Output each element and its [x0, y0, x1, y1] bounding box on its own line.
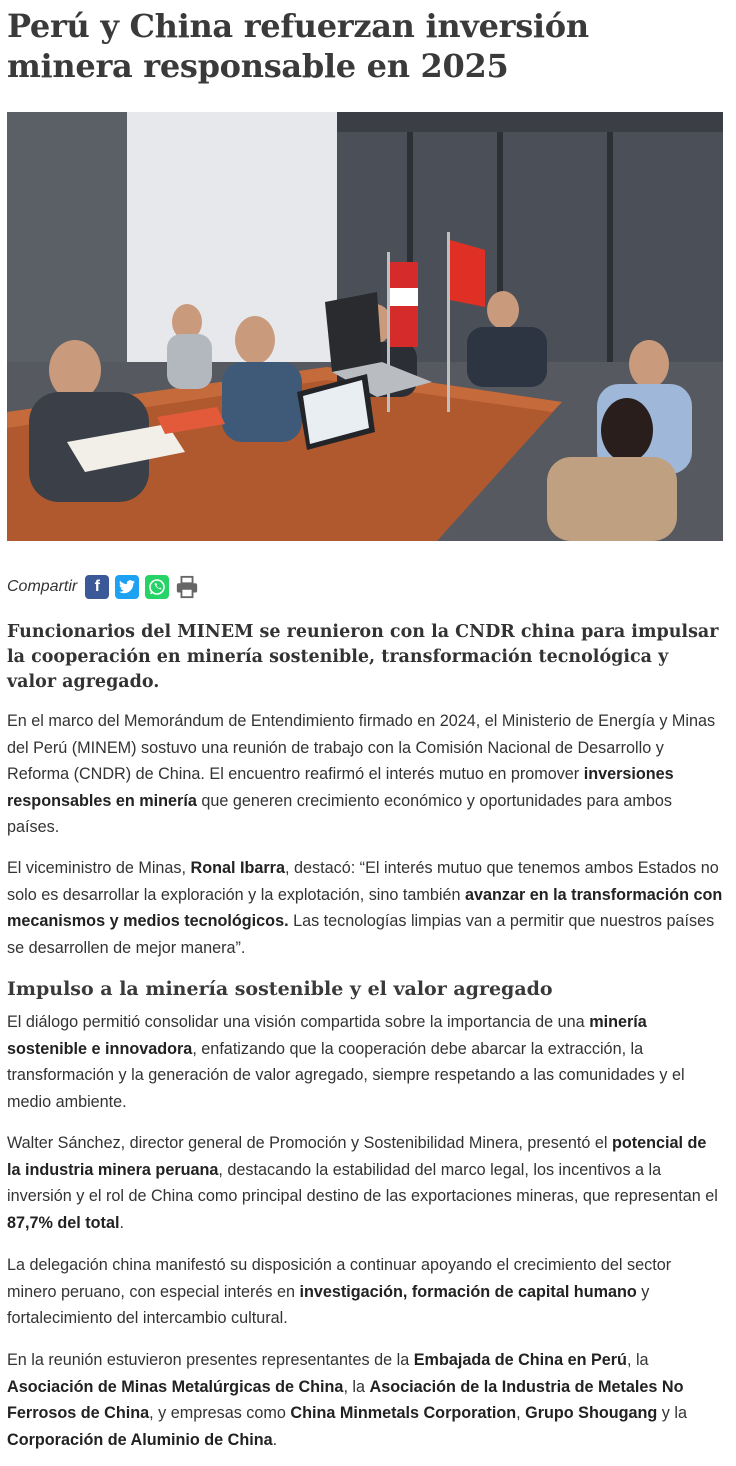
article-title: Perú y China refuerzan inversión minera responsable en 2025: [7, 7, 589, 85]
meeting-photo-illustration: [7, 112, 723, 541]
paragraph-4: Walter Sánchez, director general de Promoción y Sostenibilidad Minera, presentó el potencial de la industria minera peruana, destacando la estabilidad del marco legal, los incentivos a la inversión y el rol de China como principal destino de las exportaciones mineras, que representan el 87,7% del total.: [7, 1134, 718, 1232]
whatsapp-icon[interactable]: [145, 575, 169, 599]
paragraph-1: En el marco del Memorándum de Entendimiento firmado en 2024, el Ministerio de Energía y Minas del Perú (MINEM) sostuvo una reunión de trabajo con la Comisión Nacional de Desarrollo y Reforma (CNDR) de China. El encuentro reafirmó el interés mutuo en promover inversiones responsables en minería que generen crecimiento económico y oportunidades para ambos países.: [7, 712, 716, 836]
facebook-icon[interactable]: f: [85, 575, 109, 599]
twitter-icon[interactable]: [115, 575, 139, 599]
share-bar: [7, 573, 205, 601]
paragraph-2: El viceministro de Minas, Ronal Ibarra, destacó: “El interés mutuo que tenemos ambos Estados no solo es desarrollar la exploración y la explotación, sino también avanzar en la transformación con mecanismos y medios tecnológicos. Las tecnologías limpias van a permitir que nuestros países se desarrollen de mejor manera”.: [7, 859, 723, 957]
paragraph-5: La delegación china manifestó su disposición a continuar apoyando el crecimiento del sector minero peruano, con especial interés en investigación, formación de capital humano y fortalecimiento del intercambio cultural.: [7, 1256, 672, 1327]
paragraph-6: En la reunión estuvieron presentes representantes de la Embajada de China en Perú, la Asociación de Minas Metalúrgicas de China, la Asociación de la Industria de Metales No Ferrosos de China, y empresas como China Minmetals Corporation, Grupo Shougang y la Corporación de Aluminio de China.: [7, 1351, 688, 1449]
section-subheading: Impulso a la minería sostenible y el valor agregado: [7, 978, 553, 1000]
article-lead: Funcionarios del MINEM se reunieron con la CNDR china para impulsar la cooperación en minería sostenible, transformación tecnológica y valor agregado.: [7, 622, 719, 692]
print-icon[interactable]: [175, 575, 199, 599]
share-label: Compartir: [7, 578, 78, 595]
article-photo: [7, 112, 723, 541]
article: [7, 0, 723, 1449]
paragraph-3: El diálogo permitió consolidar una visión compartida sobre la importancia de una minería sostenible e innovadora, enfatizando que la cooperación debe abarcar la extracción, la transformación y la generación de valor agregado, siempre respetando a las comunidades y el medio ambiente.: [7, 1013, 685, 1111]
